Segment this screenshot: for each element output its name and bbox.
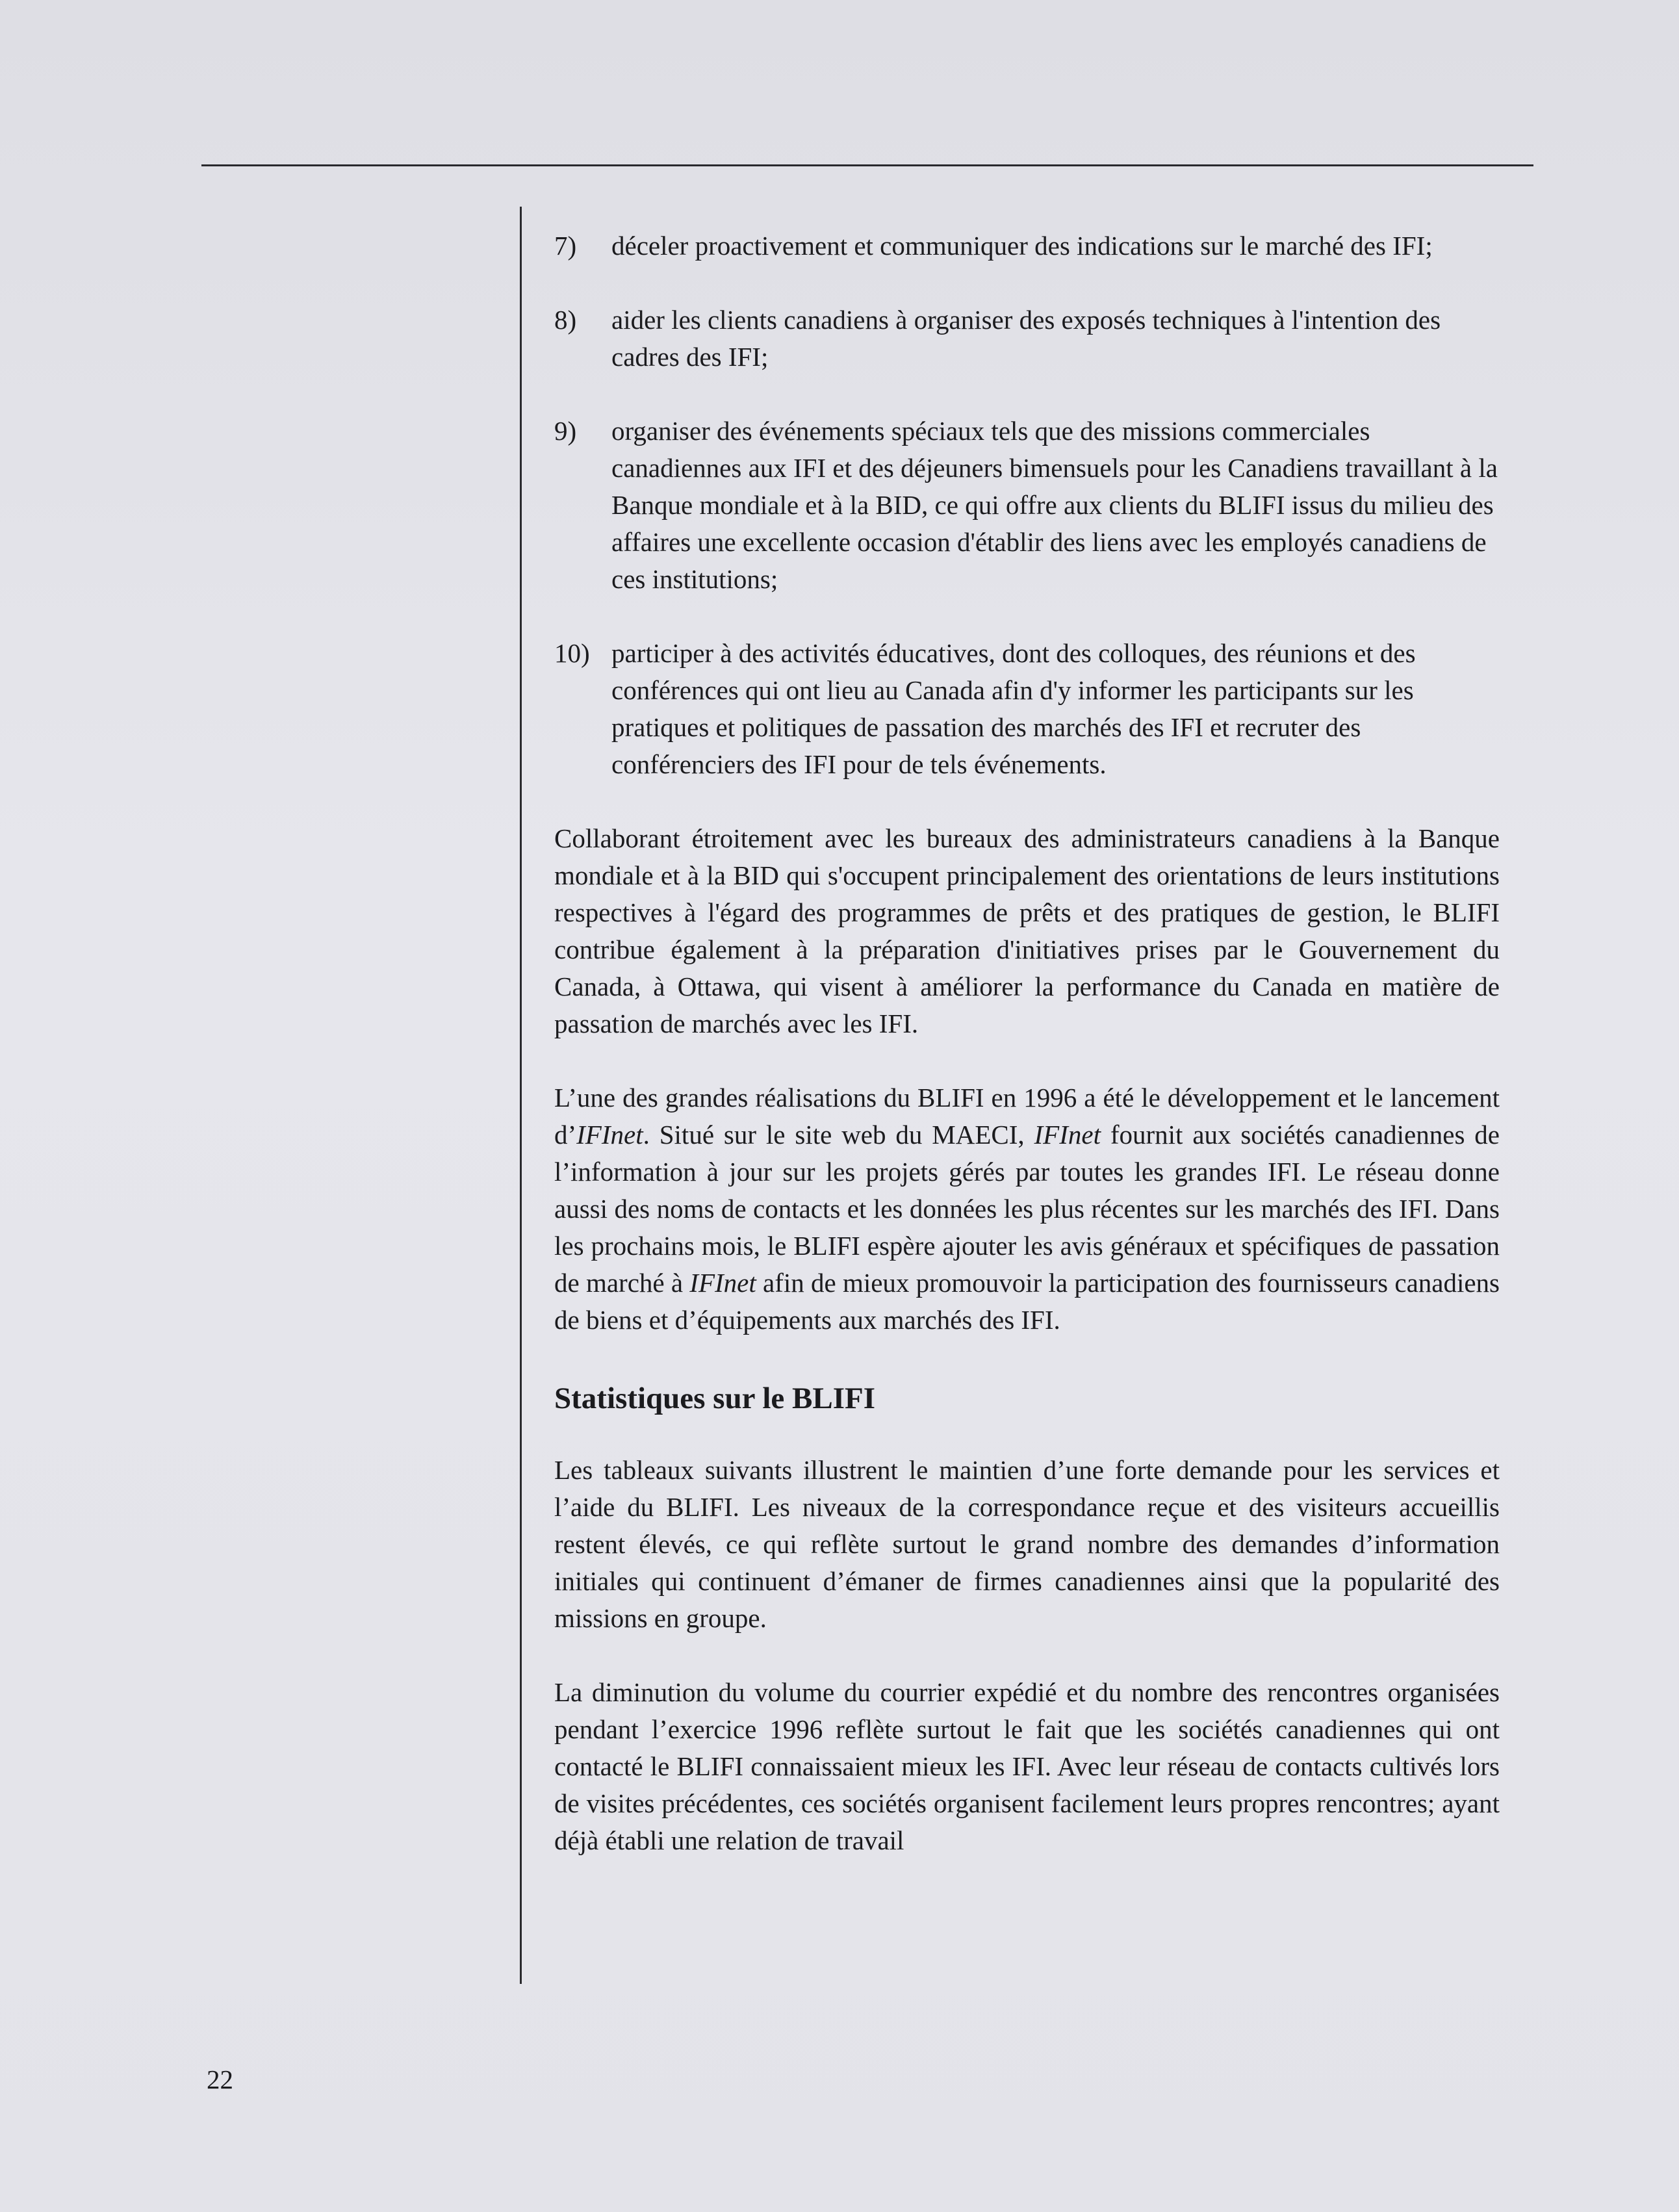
list-item-text: aider les clients canadiens à organiser des exposés techniques à l'intention des cadres des IFI; — [611, 305, 1441, 372]
list-item-number: 9) — [554, 416, 577, 446]
page-number: 22 — [207, 2064, 233, 2094]
paragraph-realisations-part1: L’une des grandes réalisations du BLIFI en 1996 a été le développement et le lancement d’ — [554, 1083, 1500, 1150]
ifinet-term: IFInet — [689, 1268, 756, 1298]
list-item — [554, 227, 1500, 264]
paragraph-collaborant: Collaborant étroitement avec les bureaux des administrateurs canadiens à la Banque mondiale et à la BID qui s'occupent principalement des orientations de leurs institutions respectives à l'égard des programmes de prêts et des pratiques de gestion, le BLIFI contribue également à la préparation d'initiatives prises par le Gouvernement du Canada, à Ottawa, qui visent à améliorer la performance du Canada en matière de passation de marchés avec les IFI. — [554, 823, 1500, 1038]
paragraph-realisations — [554, 1079, 1500, 1339]
list-item — [554, 635, 1500, 783]
list-item — [554, 413, 1500, 598]
list-item-text: organiser des événements spéciaux tels que des missions commerciales canadiennes aux IFI et des déjeuners bimensuels pour les Canadiens travaillant à la Banque mondiale et à la BID, ce qui offre aux clients du BLIFI issus du milieu des affaires une excellente occasion d'établir des liens avec les employés canadiens de ces institutions; — [611, 416, 1498, 594]
margin-vertical-rule — [520, 207, 522, 1984]
paragraph-realisations-part4: afin de mieux promouvoir la participation des fournisseurs canadiens de biens et d’équipements aux marchés des IFI. — [554, 1268, 1500, 1335]
ifinet-term: IFInet — [1034, 1120, 1101, 1150]
section-heading: Statistiques sur le BLIFI — [554, 1382, 876, 1415]
list-item-number: 7) — [554, 231, 577, 261]
list-item-number: 10) — [554, 638, 590, 668]
ifinet-term: IFInet — [576, 1120, 643, 1150]
paragraph-tableaux: Les tableaux suivants illustrent le maintien d’une forte demande pour les services et l’aide du BLIFI. Les niveaux de la correspondance reçue et des visiteurs accueillis restent élevés, ce qui reflète surtout le grand nombre des demandes d’information initiales qui continuent d’émaner de firmes canadiennes ainsi que la popularité des missions en groupe. — [554, 1455, 1500, 1633]
top-horizontal-rule — [201, 164, 1533, 166]
list-item — [554, 302, 1500, 376]
list-item-number: 8) — [554, 305, 577, 335]
main-text-column — [554, 227, 1500, 1859]
paragraph-realisations-part3: fournit aux sociétés canadiennes de l’information à jour sur les projets gérés par toutes les grandes IFI. Le réseau donne aussi des noms de contacts et les données les plus récentes sur les marchés des IFI. Dans les prochains mois, le BLIFI espère ajouter les avis généraux et spécifiques de passation de marché à — [554, 1120, 1500, 1298]
list-item-text: déceler proactivement et communiquer des indications sur le marché des IFI; — [611, 231, 1433, 261]
list-item-text: participer à des activités éducatives, dont des colloques, des réunions et des conférences qui ont lieu au Canada afin d'y informer les participants sur les pratiques et politiques de passation des marchés des IFI et recruter des conférenciers des IFI pour de tels événements. — [611, 638, 1416, 779]
paragraph-realisations-part2: . Situé sur le site web du MAECI, — [643, 1120, 1034, 1150]
paragraph-diminution: La diminution du volume du courrier expédié et du nombre des rencontres organisées pendant l’exercice 1996 reflète surtout le fait que les sociétés canadiennes qui ont contacté le BLIFI connaissaient mieux les IFI. Avec leur réseau de contacts cultivés lors de visites précédentes, ces sociétés organisent facilement leurs propres rencontres; ayant déjà établi une relation de travail — [554, 1677, 1500, 1855]
